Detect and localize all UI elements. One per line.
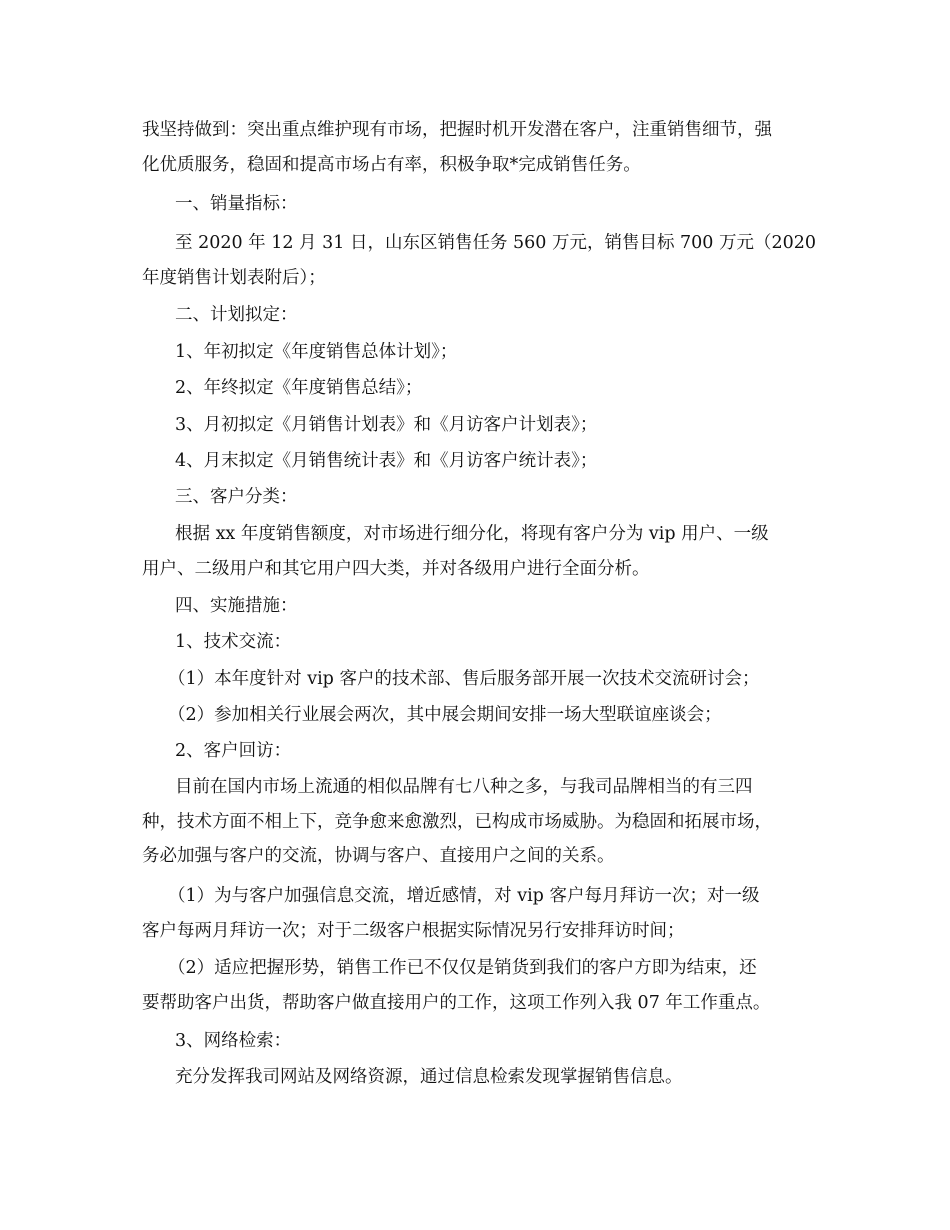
list-item-tech-1 [168,662,828,697]
text-line: （1）为与客户加强信息交流，增近感情，对 vip 客户每月拜访一次；对一级 [168,886,760,906]
list-item-plan-2 [175,371,835,406]
paragraph-sales-work [142,951,802,1020]
text-line: 至 2020 年 12 月 31 日，山东区销售任务 560 万元，销售目标 700 万元（2020 [175,233,817,253]
text-line: 年度销售计划表附后）； [142,267,326,288]
text-line: 化优质服务，稳固和提高市场占有率，积极争取*完成销售任务。 [142,154,641,175]
text-line: 客户每两月拜访一次；对于二级客户根据实际情况另行安排拜访时间； [142,920,685,941]
heading-network-search [175,1024,835,1059]
paragraph-customer-classification [142,517,802,586]
text-line: 二、计划拟定： [175,305,298,325]
paragraph-network-search [175,1060,835,1095]
text-line: 三、客户分类： [175,487,298,507]
text-line: 2、年终拟定《年度销售总结》； [175,378,423,398]
text-line: 务必加强与客户的交流，协调与客户、直接用户之间的关系。 [142,846,615,866]
text-line: （2）参加相关行业展会两次，其中展会期间安排一场大型联谊座谈会； [168,705,722,725]
text-line: （1）本年度针对 vip 客户的技术部、售后服务部开展一次技术交流研讨会； [168,669,760,689]
paragraph-visit-frequency [142,879,802,948]
text-line: 充分发挥我司网站及网络资源，通过信息检索发现掌握销售信息。 [175,1067,683,1087]
list-item-plan-3 [175,408,835,443]
paragraph-sales-target [142,226,817,295]
heading-customer-visit [175,734,835,769]
heading-tech-exchange [175,625,835,660]
text-line: 目前在国内市场上流通的相似品牌有七八种之多，与我司品牌相当的有三四 [175,777,753,797]
heading-implementation [175,589,835,624]
list-item-tech-2 [168,698,828,733]
paragraph-intro [142,113,802,182]
text-line: 1、技术交流： [175,632,292,652]
text-line: 我坚持做到：突出重点维护现有市场，把握时机开发潜在客户，注重销售细节，强 [142,120,772,140]
text-line: 4、月末拟定《月销售统计表》和《月访客户统计表》； [175,451,598,471]
text-line: 四、实施措施： [175,596,298,616]
text-line: 要帮助客户出货，帮助客户做直接用户的工作，这项工作列入我 07 年工作重点。 [142,992,771,1013]
text-line: 3、月初拟定《月销售计划表》和《月访客户计划表》； [175,415,598,435]
text-line: 用户、二级用户和其它用户四大类，并对各级用户进行全面分析。 [142,558,650,579]
text-line: 根据 xx 年度销售额度，对市场进行细分化，将现有客户分为 vip 用户、一级 [175,524,769,544]
heading-sales-target [175,187,835,222]
paragraph-market-situation [142,770,802,874]
text-line: 1、年初拟定《年度销售总体计划》； [175,342,458,362]
text-line: （2）适应把握形势，销售工作已不仅仅是销货到我们的客户方即为结束，还 [168,958,757,978]
list-item-plan-1 [175,335,835,370]
heading-customer-classification [175,480,835,515]
text-line: 种，技术方面不相上下，竞争愈来愈激烈，已构成市场威胁。为稳固和拓展市场， [142,811,772,832]
heading-plan [175,298,835,333]
text-line: 3、网络检索： [175,1031,292,1051]
text-line: 2、客户回访： [175,741,292,761]
text-line: 一、销量指标： [175,194,298,214]
list-item-plan-4 [175,444,835,479]
